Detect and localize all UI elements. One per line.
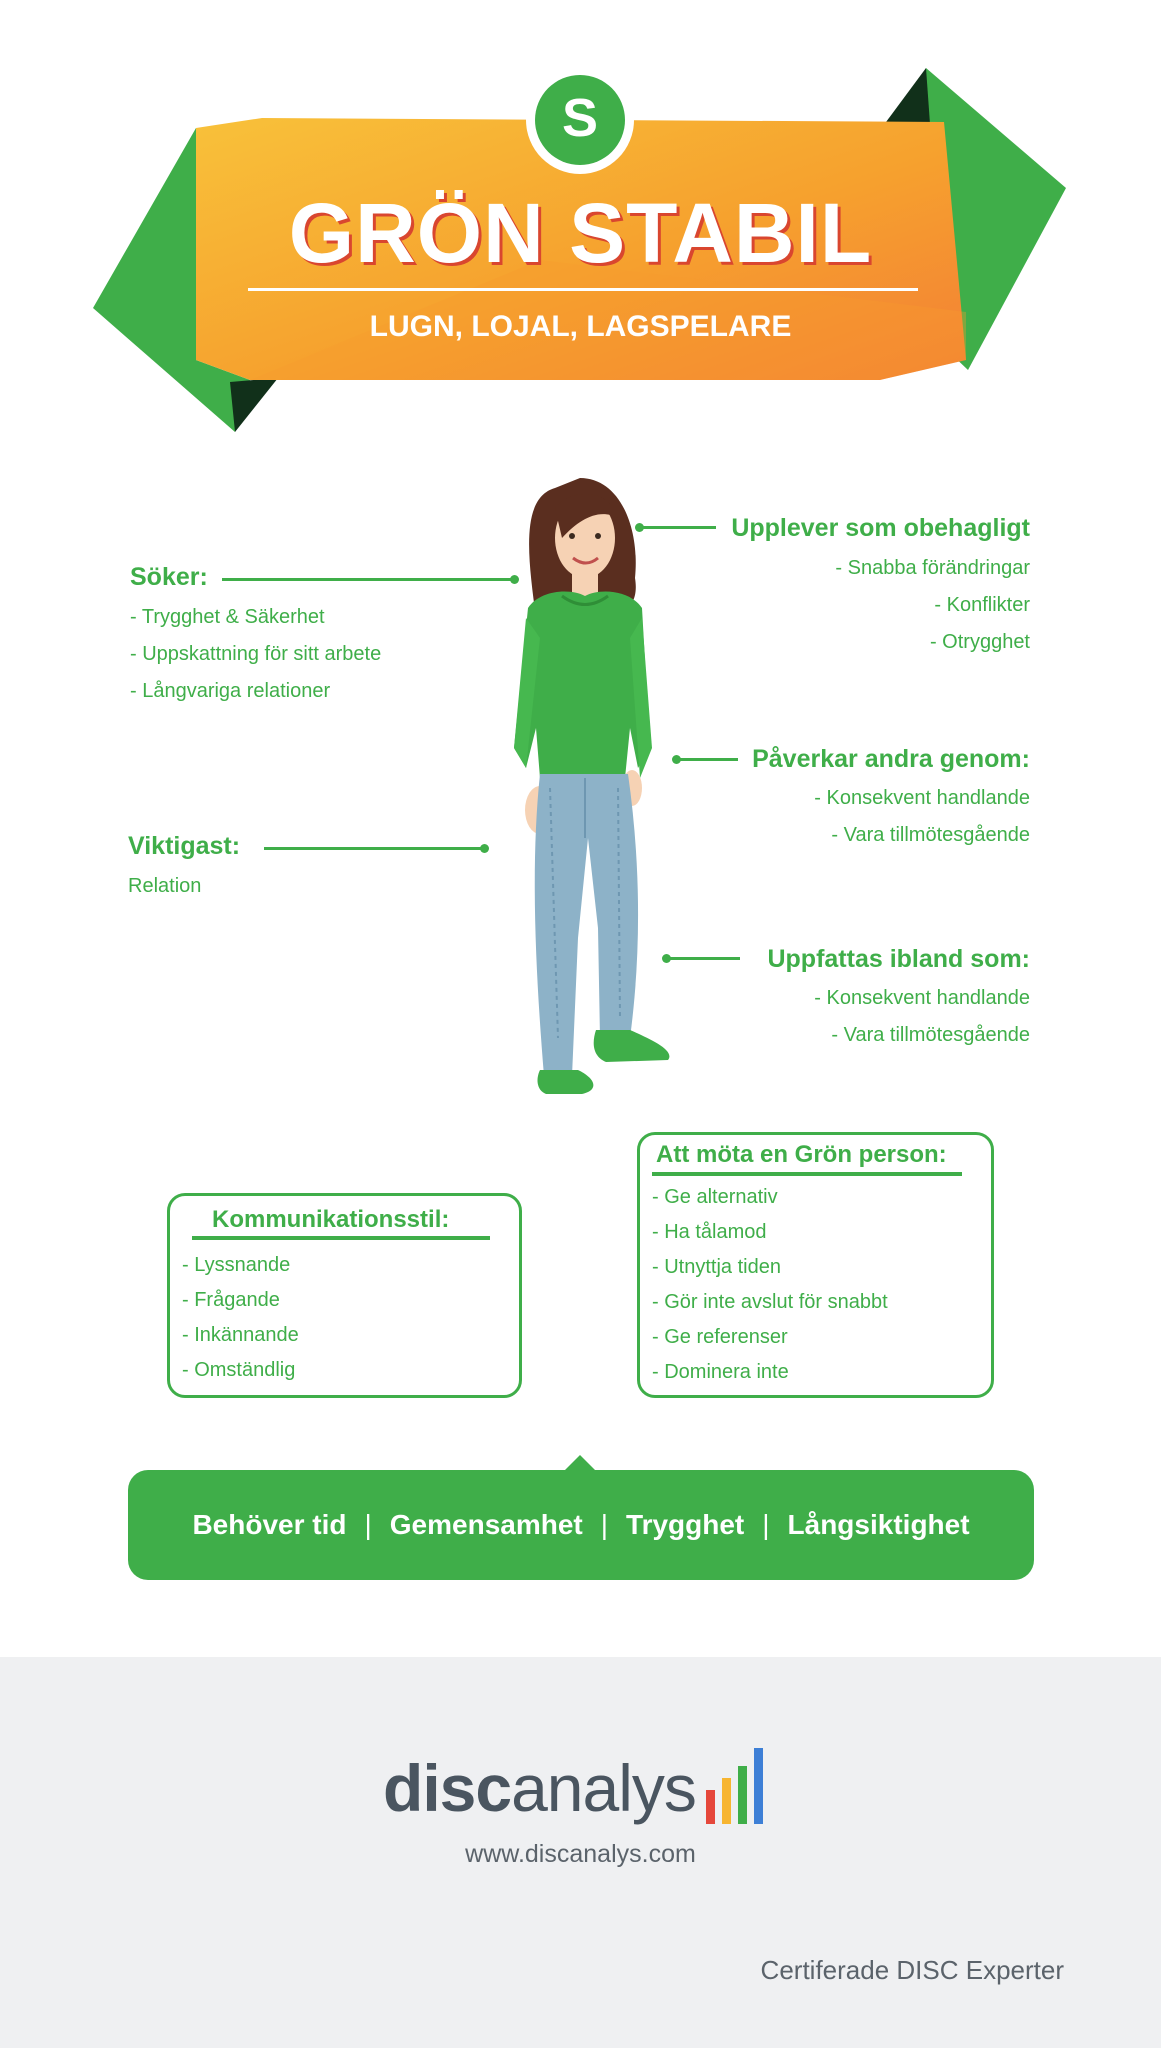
keyword-separator: | bbox=[600, 1509, 609, 1540]
att-mota-rule bbox=[652, 1172, 962, 1176]
page-title: GRÖN STABIL bbox=[288, 186, 873, 280]
uppfattas-heading: Uppfattas ibland som: bbox=[767, 945, 1030, 973]
att-mota-item: - Ge referenser bbox=[652, 1326, 788, 1348]
paverkar-item: - Konsekvent handlande bbox=[814, 787, 1030, 809]
uppfattas-item: - Konsekvent handlande bbox=[814, 987, 1030, 1009]
att-mota-item: - Utnyttja tiden bbox=[652, 1256, 781, 1278]
obehagligt-item: - Konflikter bbox=[934, 594, 1030, 616]
obehagligt-item: - Snabba förändringar bbox=[835, 557, 1030, 579]
kommunikation-item: - Frågande bbox=[182, 1289, 280, 1311]
keyword-bar-pointer bbox=[564, 1455, 596, 1471]
att-mota-item: - Gör inte avslut för snabbt bbox=[652, 1291, 888, 1313]
kommunikation-heading: Kommunikationsstil: bbox=[212, 1206, 450, 1233]
soker-connector bbox=[222, 578, 514, 581]
keyword: Långsiktighet bbox=[787, 1509, 970, 1540]
att-mota-item: - Ge alternativ bbox=[652, 1186, 778, 1208]
keyword: Behöver tid bbox=[192, 1509, 347, 1540]
obehagligt-connector bbox=[640, 526, 716, 529]
soker-heading: Söker: bbox=[130, 563, 208, 591]
obehagligt-heading: Upplever som obehagligt bbox=[731, 514, 1030, 542]
title-divider bbox=[248, 288, 918, 291]
keyword-list bbox=[128, 1470, 1034, 1580]
viktigast-item: Relation bbox=[128, 875, 202, 897]
soker-item: - Trygghet & Säkerhet bbox=[130, 606, 325, 628]
paverkar-item: - Vara tillmötesgående bbox=[831, 824, 1030, 846]
soker-item: - Uppskattning för sitt arbete bbox=[130, 643, 382, 665]
paverkar-heading: Påverkar andra genom: bbox=[752, 745, 1030, 773]
att-mota-item: - Ha tålamod bbox=[652, 1221, 767, 1243]
kommunikation-item: - Omständlig bbox=[182, 1359, 296, 1381]
uppfattas-connector bbox=[666, 957, 740, 960]
att-mota-item: - Dominera inte bbox=[652, 1361, 789, 1383]
bar-chart-logo-icon bbox=[706, 1748, 780, 1824]
discanalys-logo bbox=[383, 1750, 696, 1826]
uppfattas-item: - Vara tillmötesgående bbox=[831, 1024, 1030, 1046]
viktigast-connector bbox=[264, 847, 484, 850]
kommunikation-item: - Lyssnande bbox=[182, 1254, 291, 1276]
att-mota-heading: Att möta en Grön person: bbox=[656, 1141, 947, 1168]
logo-light-text: analys bbox=[511, 1751, 696, 1825]
viktigast-connector-dot bbox=[480, 844, 489, 853]
obehagligt-item: - Otrygghet bbox=[929, 631, 1030, 653]
soker-item: - Långvariga relationer bbox=[130, 680, 331, 702]
logo-bold-text: disc bbox=[383, 1751, 512, 1825]
kommunikation-item: - Inkännande bbox=[182, 1324, 299, 1346]
keyword-separator: | bbox=[364, 1509, 372, 1540]
website-url[interactable]: www.discanalys.com bbox=[465, 1840, 696, 1868]
paverkar-connector bbox=[676, 758, 738, 761]
keyword-separator: | bbox=[762, 1509, 770, 1540]
certification-tagline: Certiferade DISC Experter bbox=[760, 1955, 1064, 1985]
viktigast-heading: Viktigast: bbox=[128, 832, 241, 860]
page-subtitle: LUGN, LOJAL, LAGSPELARE bbox=[369, 310, 792, 343]
keyword: Trygghet bbox=[626, 1509, 745, 1540]
keyword: Gemensamhet bbox=[389, 1509, 583, 1540]
soker-connector-dot bbox=[510, 575, 519, 584]
kommunikation-rule bbox=[192, 1236, 490, 1240]
badge-letter: S bbox=[561, 88, 599, 148]
